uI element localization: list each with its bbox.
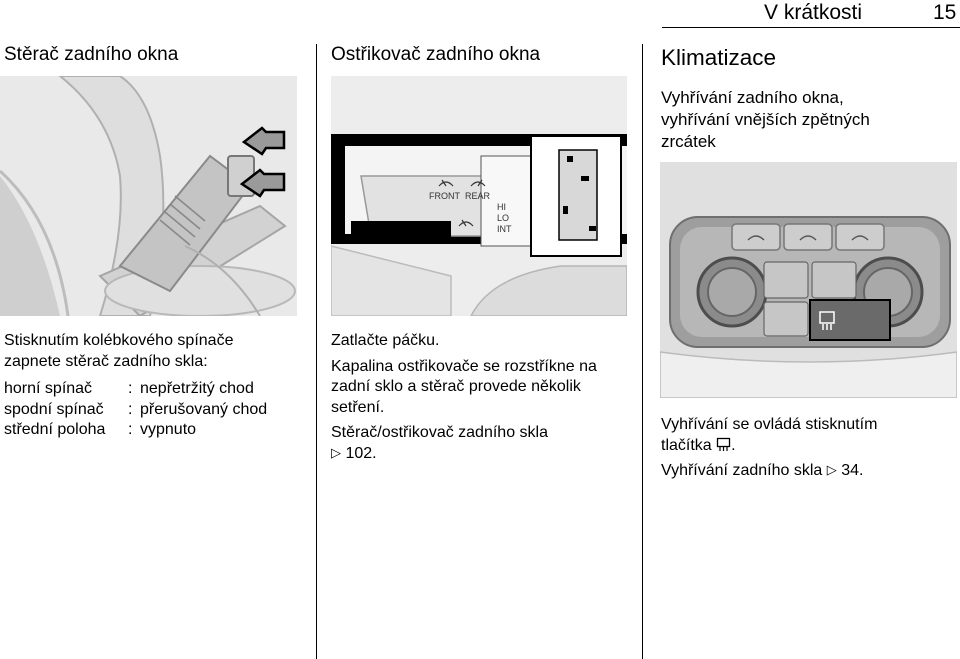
section-heading: Ostřikovač zadního okna bbox=[331, 44, 541, 65]
definition-row bbox=[4, 400, 267, 421]
definition-value: přerušovaný chod bbox=[140, 400, 268, 418]
page-reference[interactable]: 34. bbox=[841, 462, 864, 479]
column-divider bbox=[316, 44, 317, 659]
running-header-section: V krátkosti bbox=[764, 1, 863, 24]
header-rule bbox=[662, 27, 960, 28]
switch-positions-list bbox=[4, 379, 267, 441]
paragraph-fragment: tlačítka bbox=[661, 436, 712, 454]
wiper-paragraph bbox=[4, 331, 233, 372]
paragraph-line: Zatlačte páčku. bbox=[331, 332, 440, 349]
lo-label: LO bbox=[497, 213, 510, 223]
rear-label: REAR bbox=[465, 191, 491, 201]
paragraph-line: Stisknutím kolébkového spínače bbox=[4, 332, 234, 349]
page-number: 15 bbox=[933, 1, 957, 24]
paragraph-line bbox=[331, 444, 597, 465]
paragraph-line: zapnete stěrač zadního skla: bbox=[4, 352, 208, 370]
paragraph-fragment: Vyhřívání zadního skla bbox=[661, 462, 823, 479]
int-label: INT bbox=[497, 224, 512, 234]
heading-line: Vyhřívání zadního okna, bbox=[661, 88, 844, 107]
rear-wiper-lever-figure bbox=[0, 76, 297, 316]
paragraph-line: setření. bbox=[331, 398, 385, 416]
definition-term: střední poloha bbox=[4, 421, 106, 438]
page-reference[interactable]: 102. bbox=[345, 444, 377, 462]
definition-term: spodní spínač bbox=[4, 400, 104, 418]
column-divider bbox=[642, 44, 643, 659]
sub-heading bbox=[661, 87, 870, 153]
definition-value: nepřetržitý chod bbox=[140, 380, 254, 397]
rear-window-heat-icon bbox=[716, 437, 731, 452]
front-label: FRONT bbox=[429, 191, 460, 201]
climate-control-panel-figure bbox=[660, 162, 957, 398]
paragraph-line: Kapalina ostřikovače se rozstříkne na bbox=[331, 357, 597, 375]
heating-text bbox=[661, 415, 877, 482]
paragraph-line: Stěrač/ostřikovač zadního skla bbox=[331, 424, 548, 441]
definition-separator: : bbox=[128, 380, 133, 397]
arrow-right-outline-icon: ▷ bbox=[826, 462, 837, 477]
paragraph-line: zadní sklo a stěrač provede několik bbox=[331, 378, 581, 395]
hi-label: HI bbox=[497, 202, 506, 212]
paragraph-line bbox=[661, 436, 877, 457]
paragraph-line bbox=[661, 461, 877, 482]
definition-term: horní spínač bbox=[4, 380, 93, 397]
rear-washer-lever-figure bbox=[331, 76, 627, 316]
definition-value: vypnuto bbox=[140, 421, 197, 438]
definition-row bbox=[4, 379, 267, 400]
heading-line: vyhřívání vnějších zpětných bbox=[661, 110, 870, 129]
paragraph-line: Vyhřívání se ovládá stisknutím bbox=[661, 416, 878, 433]
paragraph-fragment: . bbox=[731, 436, 736, 454]
heading-line: zrcátek bbox=[661, 132, 716, 151]
section-heading: Stěrač zadního okna bbox=[4, 44, 179, 65]
definition-separator: : bbox=[128, 400, 133, 418]
definition-row bbox=[4, 420, 267, 441]
section-heading: Klimatizace bbox=[661, 45, 777, 70]
definition-separator: : bbox=[128, 421, 133, 438]
arrow-right-outline-icon: ▷ bbox=[331, 444, 341, 460]
washer-text bbox=[331, 331, 597, 464]
